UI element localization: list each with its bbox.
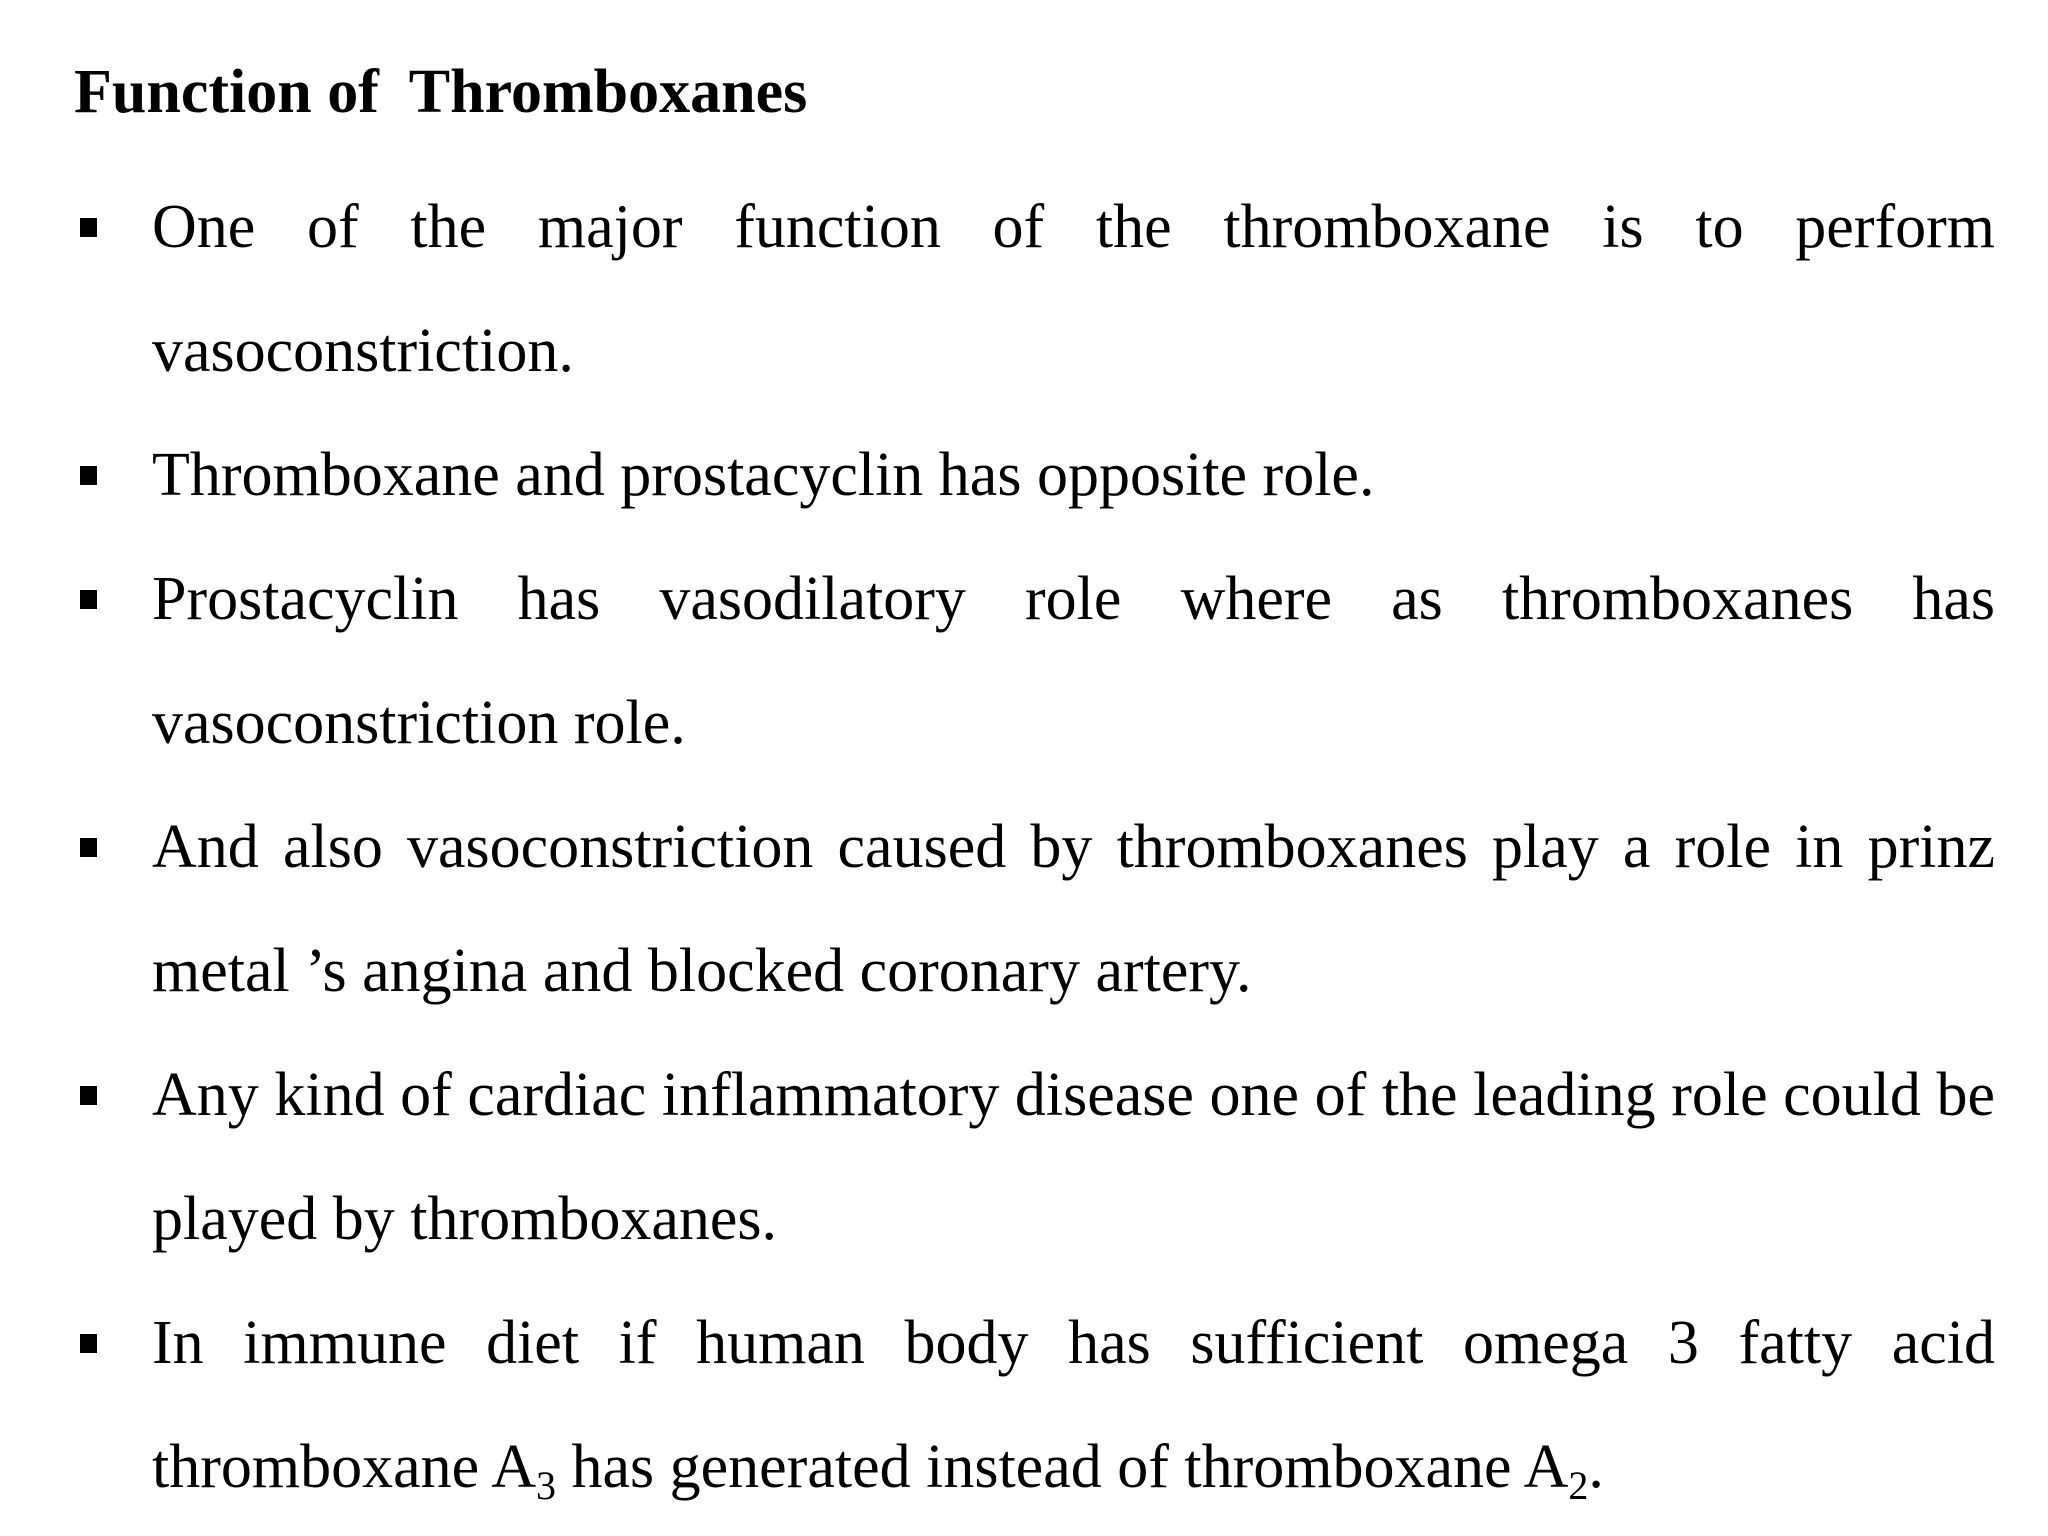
- list-item-text: And also vasoconstriction caused by thromboxanes play a role in prinz metal ’s angina and blocked coronary artery.: [152, 813, 1995, 1005]
- square-bullet-icon: [80, 590, 97, 609]
- list-item-text: Thromboxane and prostacyclin has opposite role.: [152, 441, 1375, 509]
- subscript: 2: [1568, 1463, 1589, 1508]
- text-segment: has generated instead of thromboxane A: [556, 1433, 1569, 1501]
- square-bullet-icon: [80, 466, 97, 485]
- list-item: [0, 165, 2048, 413]
- square-bullet-icon: [80, 1334, 97, 1353]
- list-item-text: One of the major function of the thromboxane is to perform vasoconstriction.: [152, 193, 1995, 385]
- square-bullet-icon: [80, 1086, 97, 1105]
- bullet-list: [0, 165, 2048, 1529]
- subscript: 3: [536, 1463, 556, 1508]
- list-item: [0, 1033, 2048, 1281]
- list-item-text: Prostacyclin has vasodilatory role where as thromboxanes has vasoconstriction role.: [152, 565, 1995, 757]
- list-item: [0, 413, 2048, 537]
- list-item: [0, 1281, 2048, 1529]
- list-item-text: [152, 1309, 1995, 1508]
- page-title: Function of Thromboxanes: [74, 58, 808, 126]
- list-item: [0, 537, 2048, 785]
- square-bullet-icon: [80, 838, 97, 857]
- text-segment: .: [1588, 1433, 1604, 1501]
- text-segment: In immune diet if human body has sufficient omega 3 fatty acid thromboxane A: [152, 1309, 1995, 1501]
- square-bullet-icon: [80, 218, 97, 237]
- list-item-text: Any kind of cardiac inflammatory disease one of the leading role could be played by thromboxanes.: [152, 1061, 1995, 1253]
- list-item: [0, 785, 2048, 1033]
